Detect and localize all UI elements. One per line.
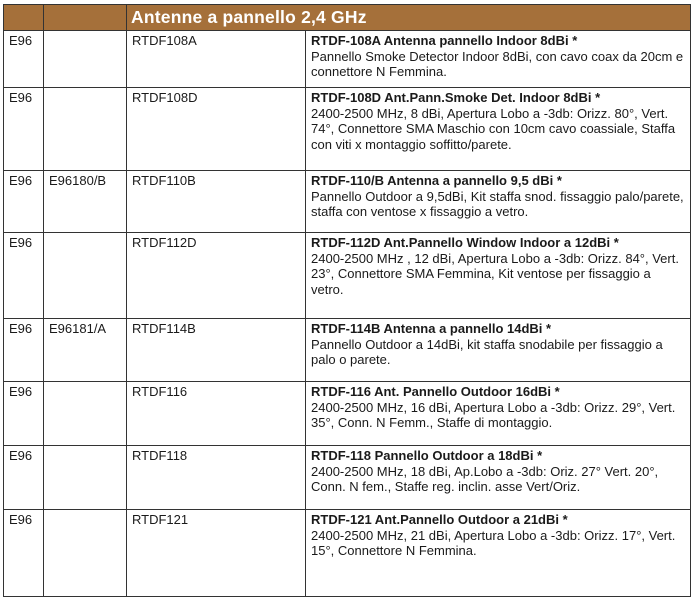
alt-code-cell: E96181/A xyxy=(44,319,127,382)
product-detail: Pannello Smoke Detector Indoor 8dBi, con cavo coax da 20cm e connettore N Femmina. xyxy=(311,48,684,79)
code-cell: E96 xyxy=(4,319,44,382)
product-table xyxy=(3,4,691,597)
table-row xyxy=(4,171,691,233)
description-cell xyxy=(306,233,691,319)
table-row xyxy=(4,319,691,382)
table-row xyxy=(4,233,691,319)
product-detail: 2400-2500 MHz , 12 dBi, Apertura Lobo a -3db: Orizz. 84°, Vert. 23°, Connettore SMA Femmina, Kit ventose per fissaggio a vetro. xyxy=(311,250,679,297)
article-cell: RTDF110B xyxy=(127,171,306,233)
description-cell xyxy=(306,171,691,233)
code-cell: E96 xyxy=(4,88,44,171)
alt-code-cell xyxy=(44,446,127,510)
description-cell xyxy=(306,382,691,446)
article-cell: RTDF108D xyxy=(127,88,306,171)
article-cell: RTDF116 xyxy=(127,382,306,446)
table-row xyxy=(4,446,691,510)
header-empty-cell xyxy=(44,5,127,31)
article-cell: RTDF121 xyxy=(127,510,306,597)
table-row xyxy=(4,31,691,88)
product-detail: Pannello Outdoor a 9,5dBi, Kit staffa snod. fissaggio palo/parete, staffa con ventose x fissaggio a vetro. xyxy=(311,188,684,219)
table-title: Antenne a pannello 2,4 GHz xyxy=(127,5,691,31)
table-row xyxy=(4,510,691,597)
description-cell xyxy=(306,31,691,88)
alt-code-cell xyxy=(44,88,127,171)
article-cell: RTDF118 xyxy=(127,446,306,510)
product-detail: Pannello Outdoor a 14dBi, kit staffa snodabile per fissaggio a palo o parete. xyxy=(311,336,663,367)
product-detail: 2400-2500 MHz, 21 dBi, Apertura Lobo a -3db: Orizz. 17°, Vert. 15°, Connettore N Femmina. xyxy=(311,527,676,558)
code-cell: E96 xyxy=(4,31,44,88)
product-name: RTDF-116 Ant. Pannello Outdoor 16dBi * xyxy=(311,384,560,399)
product-name: RTDF-112D Ant.Pannello Window Indoor a 12dBi * xyxy=(311,235,619,250)
alt-code-cell xyxy=(44,510,127,597)
product-name: RTDF-114B Antenna a pannello 14dBi * xyxy=(311,321,552,336)
code-cell: E96 xyxy=(4,171,44,233)
product-name: RTDF-108D Ant.Pann.Smoke Det. Indoor 8dBi * xyxy=(311,90,601,105)
product-detail: 2400-2500 MHz, 8 dBi, Apertura Lobo a -3db: Orizz. 80°, Vert. 74°, Connettore SMA Maschio con 10cm cavo coassiale, Staffa con viti x montaggio soffitto/parete. xyxy=(311,105,676,152)
product-name: RTDF-108A Antenna pannello Indoor 8dBi * xyxy=(311,33,578,48)
description-cell xyxy=(306,446,691,510)
article-cell: RTDF108A xyxy=(127,31,306,88)
code-cell: E96 xyxy=(4,446,44,510)
product-detail: 2400-2500 MHz, 16 dBi, Apertura Lobo a -3db: Orizz. 29°, Vert. 35°, Conn. N Femm., Staffe di montaggio. xyxy=(311,399,676,430)
code-cell: E96 xyxy=(4,233,44,319)
header-empty-cell xyxy=(4,5,44,31)
product-detail: 2400-2500 MHz, 18 dBi, Ap.Lobo a -3db: Oriz. 27° Vert. 20°, Conn. N fem., Staffe reg. inclin. asse Vert/Oriz. xyxy=(311,463,659,494)
product-name: RTDF-121 Ant.Pannello Outdoor a 21dBi * xyxy=(311,512,568,527)
product-name: RTDF-118 Pannello Outdoor a 18dBi * xyxy=(311,448,543,463)
product-name: RTDF-110/B Antenna a pannello 9,5 dBi * xyxy=(311,173,562,188)
alt-code-cell xyxy=(44,382,127,446)
table-row xyxy=(4,88,691,171)
article-cell: RTDF114B xyxy=(127,319,306,382)
table-row xyxy=(4,382,691,446)
code-cell: E96 xyxy=(4,382,44,446)
article-cell: RTDF112D xyxy=(127,233,306,319)
description-cell xyxy=(306,319,691,382)
code-cell: E96 xyxy=(4,510,44,597)
table-header-row xyxy=(4,5,691,31)
alt-code-cell xyxy=(44,233,127,319)
description-cell xyxy=(306,88,691,171)
alt-code-cell: E96180/B xyxy=(44,171,127,233)
alt-code-cell xyxy=(44,31,127,88)
description-cell xyxy=(306,510,691,597)
